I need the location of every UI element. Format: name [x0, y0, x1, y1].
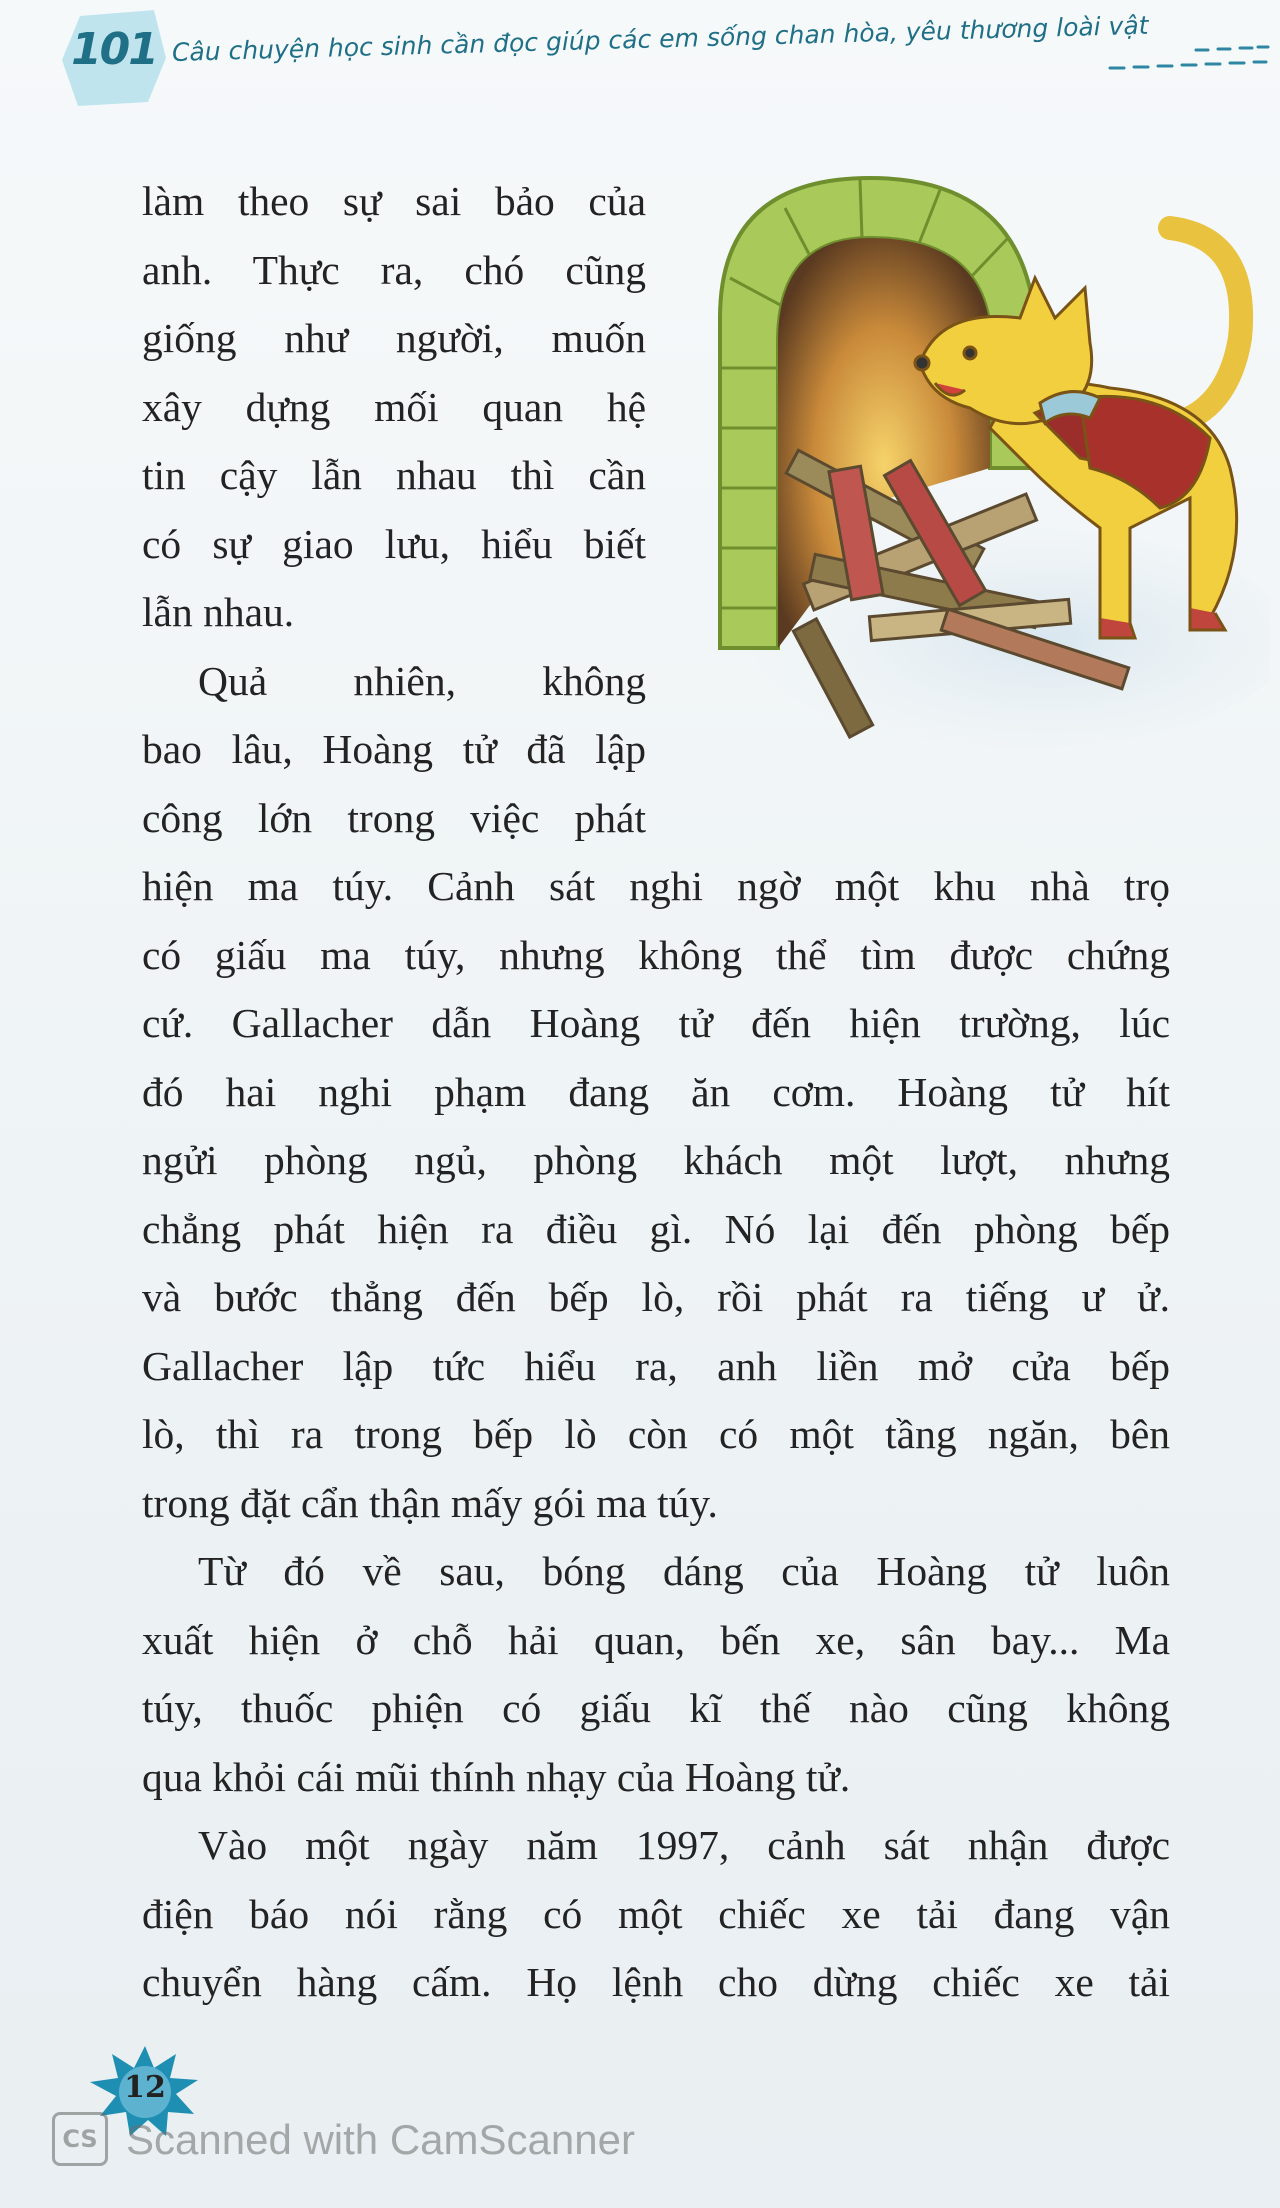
text-line: bao lâu, Hoàng tử đã lập — [142, 726, 646, 772]
text-line: Gallacher lập tức hiểu ra, anh liền mở cửa bếp — [142, 1342, 1170, 1389]
text-line: qua khỏi cái mũi thính nhạy của Hoàng tử. — [142, 1753, 851, 1800]
text-line: chuyển hàng cấm. Họ lệnh cho dừng chiếc xe tải — [142, 1959, 1170, 2005]
text-line: cứ. Gallacher dẫn Hoàng tử đến hiện trường, lúc — [142, 1000, 1170, 1046]
text-line: điện báo nói rằng có một chiếc xe tải đang vận — [142, 1890, 1170, 1937]
text-line: Vào một ngày năm 1997, cảnh sát nhận được — [198, 1822, 1170, 1868]
text-line: và bước thẳng đến bếp lò, rồi phát ra tiếng ư ử. — [142, 1274, 1170, 1320]
camscanner-logo: CS — [52, 2112, 108, 2166]
page-number: 12 — [124, 2070, 166, 2105]
text-line: chẳng phát hiện ra điều gì. Nó lại đến phòng bếp — [142, 1205, 1170, 1252]
text-line: hiện ma túy. Cảnh sát nghi ngờ một khu nhà trọ — [142, 863, 1170, 909]
text-line: làm theo sự sai bảo của — [142, 178, 646, 224]
text-line: xây dựng mối quan hệ — [142, 383, 646, 430]
camscanner-watermark — [52, 2108, 692, 2172]
text-line: xuất hiện ở chỗ hải quan, bến xe, sân bay... Ma — [142, 1616, 1170, 1663]
text-line: tin cậy lẫn nhau thì cần — [142, 452, 646, 498]
text-line: lò, thì ra trong bếp lò còn có một tầng ngăn, bên — [142, 1411, 1170, 1457]
text-line: có giấu ma túy, nhưng không thể tìm được chứng — [142, 931, 1170, 978]
text-line: túy, thuốc phiện có giấu kĩ thế nào cũng không — [142, 1685, 1170, 1731]
decorative-dashes — [1100, 40, 1270, 80]
text-line: Từ đó về sau, bóng dáng của Hoàng tử luôn — [198, 1548, 1170, 1594]
full-text-column — [142, 852, 1170, 2017]
running-header — [0, 0, 1280, 120]
series-number: 101 — [71, 24, 157, 75]
narrow-text-column — [142, 167, 646, 852]
text-line: lẫn nhau. — [142, 589, 295, 635]
text-line: đó hai nghi phạm đang ăn cơm. Hoàng tử hít — [142, 1068, 1170, 1115]
text-line: giống như người, muốn — [142, 315, 646, 361]
series-title: Câu chuyện học sinh cần đọc giúp các em sống chan hòa, yêu thương loài vật — [171, 10, 1149, 67]
dog-by-fireplace-illustration — [690, 168, 1270, 748]
text-line: công lớn trong việc phát — [142, 794, 646, 841]
text-line: ngửi phòng ngủ, phòng khách một lượt, nhưng — [142, 1137, 1170, 1183]
watermark-text: Scanned with CamScanner — [126, 2116, 635, 2163]
text-line: có sự giao lưu, hiểu biết — [142, 520, 646, 567]
text-line: anh. Thực ra, chó cũng — [142, 246, 646, 293]
text-line: trong đặt cẩn thận mấy gói ma túy. — [142, 1479, 718, 1526]
text-line: Quả nhiên, không — [198, 657, 646, 704]
